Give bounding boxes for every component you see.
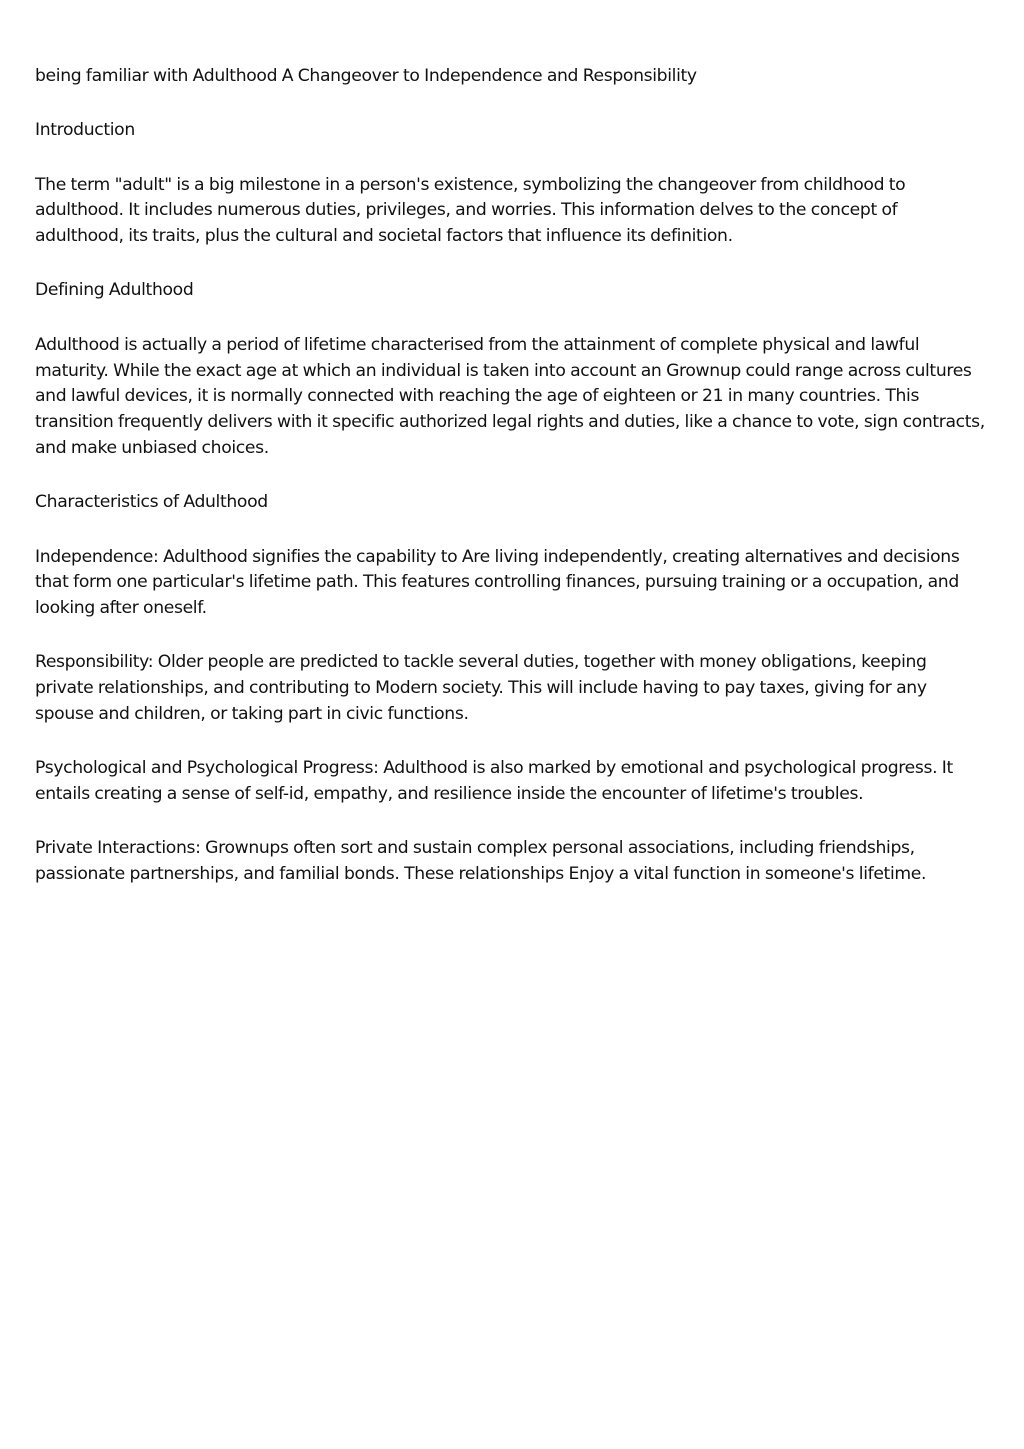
document-title: being familiar with Adulthood A Changeover to Independence and Responsibility — [35, 66, 697, 86]
paragraph-private-interactions: Private Interactions: Grownups often sort and sustain complex personal associations, including friendships, passionate partnerships, and familial bonds. These relationships Enjoy a vital function in someone's lifetime. — [35, 838, 927, 885]
paragraph-introduction: The term "adult" is a big milestone in a person's existence, symbolizing the changeover from childhood to adulthood. It includes numerous duties, privileges, and worries. This information delves to the concept of adulthood, its traits, plus the cultural and societal factors that influence its definition. — [35, 174, 906, 247]
paragraph-independence: Independence: Adulthood signifies the capability to Are living independently, creating alternatives and decisions that form one particular's lifetime path. This features controlling finances, pursuing training or a occupation, and looking after oneself. — [35, 546, 960, 619]
heading-characteristics: Characteristics of Adulthood — [35, 492, 268, 513]
heading-introduction: Introduction — [35, 120, 135, 141]
paragraph-psychological-progress: Psychological and Psychological Progress: Adulthood is also marked by emotional and psychological progress. It entails creating a sense of self-id, empathy, and resilience inside the encounter of lifetime's troubles. — [35, 758, 953, 805]
paragraph-responsibility: Responsibility: Older people are predicted to tackle several duties, together with money obligations, keeping private relationships, and contributing to Modern society. This will include having to pay taxes, giving for any spouse and children, or taking part in civic functions. — [35, 652, 927, 725]
paragraph-defining-adulthood: Adulthood is actually a period of lifetime characterised from the attainment of complete physical and lawful maturity. While the exact age at which an individual is taken into account an Grownup could range across cultures and lawful devices, it is normally connected with reaching the age of eighteen or 21 in many countries. This transition frequently delivers with it specific authorized legal rights and duties, like a chance to vote, sign contracts, and make unbiased choices. — [35, 334, 985, 458]
heading-defining-adulthood: Defining Adulthood — [35, 280, 194, 301]
